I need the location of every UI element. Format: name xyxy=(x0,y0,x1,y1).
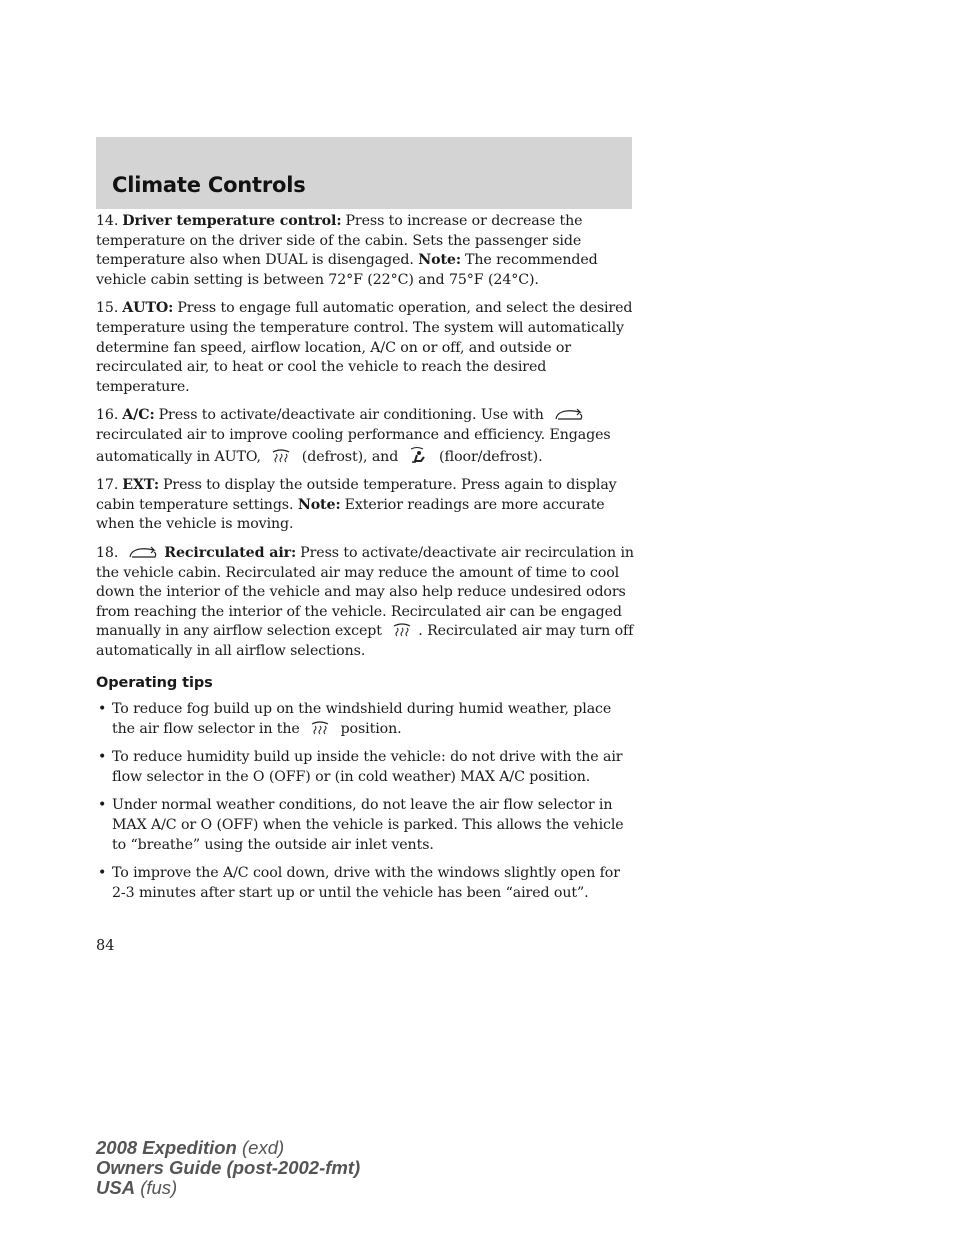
item-text: (defrost), and xyxy=(301,448,399,465)
list-item-text: Under normal weather conditions, do not leave the air flow selector in MAX A/C or O (OFF) when the vehicle is parked. This allows the vehicle to “breathe” using the outside air inlet vents. xyxy=(112,797,624,853)
operating-tips-heading: Operating tips xyxy=(96,675,213,692)
item-text: recirculated air to improve cooling performance and efficiency. Engages automatically in AUTO, xyxy=(96,426,611,465)
note-label: Note: xyxy=(297,496,341,513)
note-label: Note: xyxy=(418,252,461,269)
item-text: Press to engage full automatic operation, and select the desired temperature using the temperature control. The system will automatically determine fan speed, airflow location, A/C on or off, and outside or recirculated air, to heat or cool the vehicle to reach the desired temperature. xyxy=(96,300,633,395)
item-term: A/C: xyxy=(122,407,155,424)
floor-defrost-icon xyxy=(409,446,429,464)
list-item xyxy=(96,796,636,855)
defrost-icon xyxy=(271,448,291,464)
footer-market: USA xyxy=(96,1177,136,1198)
item-number: 16. xyxy=(96,407,119,424)
item-number: 18. xyxy=(96,544,119,561)
bullet-icon: • xyxy=(98,749,107,766)
item-number: 17. xyxy=(96,477,119,494)
item-18 xyxy=(96,544,636,662)
item-term: Recirculated air: xyxy=(164,544,297,561)
item-term: EXT: xyxy=(122,477,159,494)
list-item xyxy=(96,864,636,903)
footer-line-model xyxy=(96,1138,360,1158)
list-item-text: To improve the A/C cool down, drive with the windows slightly open for 2-3 minutes after start up or until the vehicle has been “aired out”. xyxy=(112,865,620,901)
item-text: Press to increase or decrease the temperature on the driver side of the cabin. Sets the passenger side temperature also when DUAL is disengaged. xyxy=(96,213,583,269)
item-16 xyxy=(96,406,636,467)
recirculated-air-icon xyxy=(128,544,158,560)
item-text: (floor/defrost). xyxy=(439,448,543,465)
note-text: The recommended vehicle cabin setting is between 72°F (22°C) and 75°F (24°C). xyxy=(96,252,598,288)
list-item-text: To reduce humidity build up inside the vehicle: do not drive with the air flow selector in the O (OFF) or (in cold weather) MAX A/C position. xyxy=(112,749,623,785)
footer-model: 2008 Expedition xyxy=(96,1137,237,1158)
footer-guide: Owners Guide (post-2002-fmt) xyxy=(96,1157,361,1178)
item-14 xyxy=(96,212,636,290)
section-header-band xyxy=(96,137,632,209)
list-item-text: To reduce fog build up on the windshield during humid weather, place the air flow selector in the xyxy=(112,701,612,737)
operating-tips-list xyxy=(96,700,636,903)
item-17 xyxy=(96,476,636,535)
bullet-icon: • xyxy=(98,865,107,882)
footer-line-market xyxy=(96,1178,360,1198)
section-title: Climate Controls xyxy=(112,173,306,197)
page-number: 84 xyxy=(96,938,115,954)
defrost-icon xyxy=(392,622,412,638)
item-text: Press to activate/deactivate air conditioning. Use with xyxy=(158,407,544,424)
footer-model-code: (exd) xyxy=(242,1137,285,1158)
item-text: Press to activate/deactivate air recirculation in the vehicle cabin. Recirculated air may reduce the amount of time to cool down the interior of the vehicle and may also help reduce undesired odors from reaching the interior of the vehicle. Recirculated air can be engaged manually in any airflow selection except xyxy=(96,544,634,640)
item-number: 14. xyxy=(96,213,119,229)
item-term: AUTO: xyxy=(122,300,174,317)
bullet-icon: • xyxy=(98,797,107,814)
note-text: Exterior readings are more accurate when the vehicle is moving. xyxy=(96,496,605,533)
list-item-text: position. xyxy=(340,720,402,737)
defrost-icon xyxy=(310,720,330,736)
list-item xyxy=(96,748,636,787)
item-15 xyxy=(96,299,636,397)
item-number: 15. xyxy=(96,300,119,317)
footer-market-code: (fus) xyxy=(140,1177,178,1198)
item-text: . Recirculated air may turn off automatically in all airflow selections. xyxy=(96,623,634,659)
bullet-icon: • xyxy=(98,701,107,718)
list-item xyxy=(96,700,636,739)
page-content xyxy=(96,212,636,912)
document-footer xyxy=(96,1138,360,1198)
item-text: Press to display the outside temperature. Press again to display cabin temperature settings. xyxy=(96,477,617,513)
item-term: Driver temperature control: xyxy=(122,213,342,229)
recirculated-air-icon xyxy=(554,406,584,422)
